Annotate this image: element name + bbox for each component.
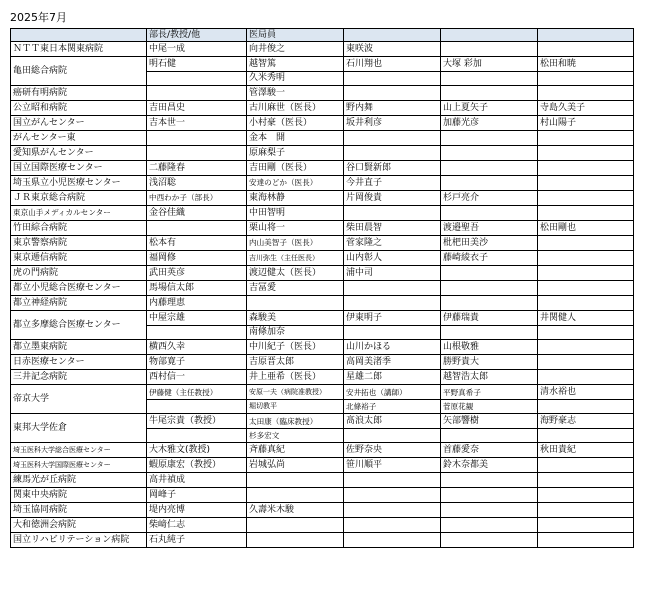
table-cell: 笹川順平 — [344, 458, 441, 473]
table-cell: 二藤隆春 — [147, 161, 247, 176]
cell-line: 菅原花観 — [441, 399, 537, 413]
table-cell: 藤崎綾衣子 — [441, 251, 538, 266]
cell-line — [441, 71, 537, 85]
table-row — [11, 191, 634, 206]
cell-line — [147, 399, 246, 413]
table-row — [11, 101, 634, 116]
table-cell — [538, 533, 634, 548]
hospital-name: 公立昭和病院 — [11, 101, 147, 116]
table-cell — [538, 311, 634, 340]
table-cell: 栗山将一 — [247, 221, 344, 236]
table-cell — [147, 146, 247, 161]
table-cell: 高岡美渚季 — [344, 355, 441, 370]
table-cell — [441, 42, 538, 57]
table-cell — [441, 311, 538, 340]
header-cell — [538, 29, 634, 42]
table-row — [11, 221, 634, 236]
table-cell: 久壽米木駿 — [247, 503, 344, 518]
table-cell: 吉田昌史 — [147, 101, 247, 116]
cell-line — [538, 325, 633, 339]
table-cell — [147, 131, 247, 146]
table-cell: 浅沼聡 — [147, 176, 247, 191]
hospital-name: 都立神経病院 — [11, 296, 147, 311]
table-cell — [247, 296, 344, 311]
table-row — [11, 206, 634, 221]
table-cell — [538, 370, 634, 385]
table-cell: 渡邉聖吾 — [441, 221, 538, 236]
table-row — [11, 86, 634, 101]
hospital-name: 関東中央病院 — [11, 488, 147, 503]
table-cell: 金谷佳織 — [147, 206, 247, 221]
hospital-name: 東京山手メディカルセンター — [11, 206, 147, 221]
table-cell: 松田剛也 — [538, 221, 634, 236]
header-cell: 部長/教授/他 — [147, 29, 247, 42]
table-cell — [441, 86, 538, 101]
table-cell — [344, 131, 441, 146]
table-cell — [538, 414, 634, 443]
table-cell — [538, 42, 634, 57]
table-cell — [441, 161, 538, 176]
table-cell: 中田智明 — [247, 206, 344, 221]
hospital-name: 都立小児総合医療センター — [11, 281, 147, 296]
table-cell — [441, 503, 538, 518]
table-cell: 中川紀子（医長） — [247, 340, 344, 355]
table-cell: 柴田晨智 — [344, 221, 441, 236]
table-cell: 西村信一 — [147, 370, 247, 385]
table-cell: 東咲波 — [344, 42, 441, 57]
cell-line: 矢部響樹 — [443, 415, 480, 426]
hospital-name: 日赤医療センター — [11, 355, 147, 370]
hospital-name: 都立多摩総合医療センター — [11, 311, 147, 340]
table-cell: 坂井利彦 — [344, 116, 441, 131]
cell-line — [344, 325, 440, 339]
table-cell: 渡辺健太（医長） — [247, 266, 344, 281]
table-cell: 谷口賢新郎 — [344, 161, 441, 176]
table-cell — [441, 176, 538, 191]
table-row — [11, 296, 634, 311]
table-cell — [538, 281, 634, 296]
table-row — [11, 458, 634, 473]
table-cell — [538, 206, 634, 221]
table-cell: 野内舞 — [344, 101, 441, 116]
table-cell — [441, 131, 538, 146]
header-cell — [441, 29, 538, 42]
table-cell — [538, 266, 634, 281]
cell-line: 安井拓也（講師） — [346, 387, 407, 397]
table-cell: 石丸純子 — [147, 533, 247, 548]
table-cell: 吉川弥生（主任医長） — [247, 251, 344, 266]
table-cell — [538, 191, 634, 206]
hospital-name: 竹田綜合病院 — [11, 221, 147, 236]
table-cell: 柴﨑仁志 — [147, 518, 247, 533]
table-row — [11, 131, 634, 146]
table-row — [11, 161, 634, 176]
table-cell: 蝦原康宏（教授） — [147, 458, 247, 473]
cell-line: 井関健人 — [540, 312, 577, 323]
table-cell: 吉冨愛 — [247, 281, 344, 296]
header-cell — [344, 29, 441, 42]
table-cell: 山川かほる — [344, 340, 441, 355]
hospital-name: 大和徳洲会病院 — [11, 518, 147, 533]
table-cell — [441, 533, 538, 548]
cell-line: 伊東明子 — [346, 312, 383, 323]
table-cell — [247, 385, 344, 414]
table-cell: 小村豪（医長） — [247, 116, 344, 131]
table-cell: 浦中司 — [344, 266, 441, 281]
table-cell: 片岡俊貴 — [344, 191, 441, 206]
hospital-name: 帝京大学 — [11, 385, 147, 414]
table-cell: 井上亜希（医長） — [247, 370, 344, 385]
table-cell — [344, 146, 441, 161]
cell-line — [147, 71, 246, 85]
table-cell: 物部寛子 — [147, 355, 247, 370]
table-cell: 首藤愛奈 — [441, 443, 538, 458]
table-row — [11, 355, 634, 370]
table-cell — [344, 57, 441, 86]
table-cell — [538, 385, 634, 414]
cell-line — [147, 325, 246, 339]
cell-line — [441, 325, 537, 339]
table-cell: 秋田貴紀 — [538, 443, 634, 458]
cell-line: 杉多宏文 — [247, 428, 343, 442]
table-row — [11, 251, 634, 266]
cell-line: 中屋宗雄 — [149, 312, 186, 323]
table-cell: 今井直子 — [344, 176, 441, 191]
cell-line: 南條加奈 — [247, 325, 343, 339]
table-cell — [538, 488, 634, 503]
cell-line — [538, 399, 633, 413]
table-row — [11, 443, 634, 458]
table-cell: 山根敬雅 — [441, 340, 538, 355]
table-cell — [344, 473, 441, 488]
hospital-name: 国立国際医療センター — [11, 161, 147, 176]
table-cell: 勝野貴大 — [441, 355, 538, 370]
table-cell — [344, 296, 441, 311]
table-cell: 加藤光彦 — [441, 116, 538, 131]
table-cell: 村山陽子 — [538, 116, 634, 131]
cell-line — [147, 428, 246, 442]
table-cell — [441, 281, 538, 296]
table-cell — [344, 385, 441, 414]
table-cell: 越智浩太郎 — [441, 370, 538, 385]
table-row — [11, 266, 634, 281]
table-row — [11, 414, 634, 443]
table-cell — [441, 57, 538, 86]
table-cell: 東海林静 — [247, 191, 344, 206]
table-row — [11, 116, 634, 131]
table-cell: 松本有 — [147, 236, 247, 251]
header-row — [11, 29, 634, 42]
table-cell — [538, 236, 634, 251]
table-cell — [441, 518, 538, 533]
table-row — [11, 236, 634, 251]
table-cell: 山内彰人 — [344, 251, 441, 266]
table-cell — [247, 414, 344, 443]
table-cell: 寺島久美子 — [538, 101, 634, 116]
table-cell — [441, 414, 538, 443]
table-cell — [538, 86, 634, 101]
table-cell: 大木雅文(教授) — [147, 443, 247, 458]
table-cell — [538, 355, 634, 370]
table-cell — [344, 503, 441, 518]
table-cell — [441, 385, 538, 414]
table-cell: 杉戸亮介 — [441, 191, 538, 206]
cell-line: 久米秀明 — [247, 71, 343, 85]
hospital-name: 東京逓信病院 — [11, 251, 147, 266]
table-cell — [538, 57, 634, 86]
hospital-name: 都立墨東病院 — [11, 340, 147, 355]
cell-line: 松田和暁 — [540, 58, 577, 69]
table-row — [11, 370, 634, 385]
table-row — [11, 518, 634, 533]
table-cell — [247, 533, 344, 548]
table-row — [11, 473, 634, 488]
table-cell: 菅家隆之 — [344, 236, 441, 251]
table-row — [11, 385, 634, 414]
hospital-name: 埼玉医科大学国際医療センター — [11, 458, 147, 473]
table-cell — [344, 488, 441, 503]
hospital-name: 愛知県がんセンター — [11, 146, 147, 161]
cell-line — [344, 428, 440, 442]
table-cell — [538, 503, 634, 518]
table-cell: 岩城弘尚 — [247, 458, 344, 473]
table-cell — [247, 311, 344, 340]
table-row — [11, 57, 634, 86]
cell-line: 平野真希子 — [443, 387, 481, 397]
table-cell — [247, 518, 344, 533]
table-cell — [538, 161, 634, 176]
table-cell: 吉本世一 — [147, 116, 247, 131]
table-cell: 金本 開 — [247, 131, 344, 146]
table-cell: 古川麻世（医長） — [247, 101, 344, 116]
hospital-name: 虎の門病院 — [11, 266, 147, 281]
table-row — [11, 533, 634, 548]
table-cell — [538, 296, 634, 311]
table-cell — [441, 206, 538, 221]
staff-table — [10, 28, 634, 548]
cell-line: 明石健 — [149, 58, 177, 69]
table-cell: 枇杷田美沙 — [441, 236, 538, 251]
hospital-name: 埼玉医科大学総合医療センター — [11, 443, 147, 458]
cell-line: 伊藤瑞貴 — [443, 312, 480, 323]
table-cell: 福岡修 — [147, 251, 247, 266]
table-cell — [441, 266, 538, 281]
table-cell — [344, 86, 441, 101]
table-cell: 安達のどか（医長） — [247, 176, 344, 191]
table-cell — [147, 57, 247, 86]
table-cell: 吉原晋太郎 — [247, 355, 344, 370]
table-row — [11, 42, 634, 57]
table-cell — [147, 385, 247, 414]
table-cell: 内藤理恵 — [147, 296, 247, 311]
table-cell — [247, 57, 344, 86]
table-cell — [538, 251, 634, 266]
table-cell: 横西久幸 — [147, 340, 247, 355]
table-cell: 山上夏矢子 — [441, 101, 538, 116]
cell-line: 伊藤健（主任教授） — [149, 387, 218, 397]
cell-line: 越智篤 — [249, 58, 277, 69]
cell-line: 清水裕也 — [540, 386, 577, 397]
hospital-name: 癌研有明病院 — [11, 86, 147, 101]
table-cell — [147, 311, 247, 340]
table-cell — [147, 86, 247, 101]
hospital-name: ＪＲ東京総合病院 — [11, 191, 147, 206]
table-cell: 中尾一成 — [147, 42, 247, 57]
cell-line — [344, 71, 440, 85]
hospital-name: 埼玉協同病院 — [11, 503, 147, 518]
cell-line — [538, 428, 633, 442]
hospital-name: 国立がんセンター — [11, 116, 147, 131]
cell-line: 海野豪志 — [540, 415, 577, 426]
table-cell: 武田英彦 — [147, 266, 247, 281]
table-cell: 佐野奈央 — [344, 443, 441, 458]
header-cell: 医局員 — [247, 29, 344, 42]
hospital-name: 練馬光が丘病院 — [11, 473, 147, 488]
table-cell: 向井俊之 — [247, 42, 344, 57]
table-cell: 管澤駿一 — [247, 86, 344, 101]
hospital-name: ＮＴＴ東日本関東病院 — [11, 42, 147, 57]
table-cell: 内山美智子（医長） — [247, 236, 344, 251]
table-cell — [441, 146, 538, 161]
hospital-name: 三井記念病院 — [11, 370, 147, 385]
hospital-name: 亀田総合病院 — [11, 57, 147, 86]
page-title: 2025年7月 — [10, 11, 67, 24]
table-cell — [147, 414, 247, 443]
table-cell: 岡峰子 — [147, 488, 247, 503]
table-cell — [538, 458, 634, 473]
table-cell — [538, 146, 634, 161]
table-cell — [344, 533, 441, 548]
cell-line — [538, 71, 633, 85]
table-cell — [538, 518, 634, 533]
table-row — [11, 340, 634, 355]
table-cell — [344, 206, 441, 221]
header-cell — [11, 29, 147, 42]
table-cell — [441, 296, 538, 311]
table-cell — [538, 176, 634, 191]
table-cell — [344, 518, 441, 533]
cell-line: 安原一夫（病院准教授） — [249, 387, 326, 396]
table-cell: 高井禎成 — [147, 473, 247, 488]
table-cell: 星雄二郎 — [344, 370, 441, 385]
table-cell — [538, 473, 634, 488]
table-row — [11, 281, 634, 296]
table-cell: 堤内亮博 — [147, 503, 247, 518]
table-row — [11, 176, 634, 191]
table-cell — [441, 488, 538, 503]
table-cell — [538, 131, 634, 146]
cell-line: 森駿美 — [249, 312, 277, 323]
table-cell — [538, 340, 634, 355]
table-cell: 吉田剛（医長） — [247, 161, 344, 176]
cell-line: 牛尾宗貴（教授） — [149, 415, 222, 426]
table-cell — [247, 473, 344, 488]
table-cell — [344, 311, 441, 340]
table-cell — [344, 281, 441, 296]
table-row — [11, 146, 634, 161]
cell-line: 堀切教平 — [247, 399, 343, 413]
hospital-name: 東京警察病院 — [11, 236, 147, 251]
table-cell: 鈴木奈都美 — [441, 458, 538, 473]
cell-line: 大塚 彩加 — [443, 58, 482, 69]
table-cell: 中西わか子（部長） — [147, 191, 247, 206]
cell-line: 髙浪太郎 — [346, 415, 383, 426]
table-row — [11, 488, 634, 503]
cell-line: 石川翔也 — [346, 58, 383, 69]
table-cell — [247, 488, 344, 503]
table-cell: 原麻梨子 — [247, 146, 344, 161]
hospital-name: 東邦大学佐倉 — [11, 414, 147, 443]
hospital-name: 埼玉県立小児医療センター — [11, 176, 147, 191]
table-cell — [441, 473, 538, 488]
hospital-name: がんセンター東 — [11, 131, 147, 146]
hospital-name: 国立リハビリテーション病院 — [11, 533, 147, 548]
cell-line: 北條裕子 — [344, 399, 440, 413]
table-row — [11, 503, 634, 518]
table-cell: 斉藤真紀 — [247, 443, 344, 458]
cell-line: 太田康（臨床教授） — [249, 416, 318, 426]
table-cell — [344, 414, 441, 443]
table-row — [11, 311, 634, 340]
table-cell — [147, 221, 247, 236]
table-cell: 馬場信太郎 — [147, 281, 247, 296]
cell-line — [441, 428, 537, 442]
